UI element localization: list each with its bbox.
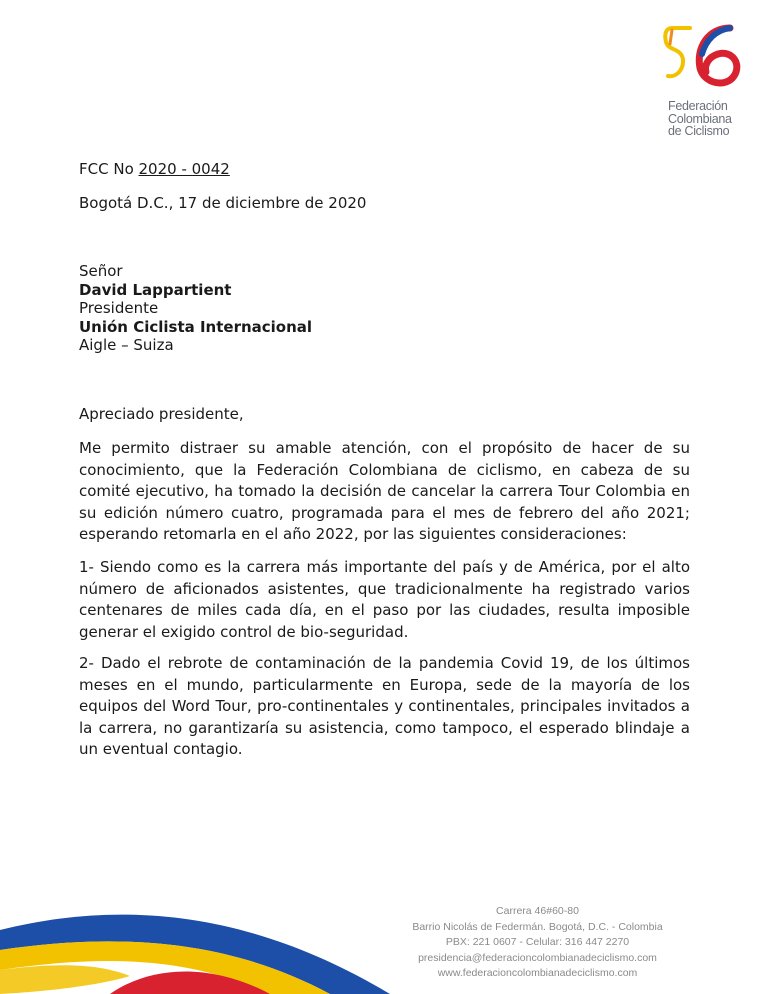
federation-emblem-icon bbox=[660, 22, 750, 102]
logo-wordmark bbox=[668, 100, 748, 138]
reference-number bbox=[79, 160, 230, 178]
logo-line-1: Federación bbox=[668, 99, 728, 113]
footer-contact bbox=[395, 904, 680, 982]
paragraph-intro: Me permito distraer su amable atención, con el propósito de hacer de su conocimiento, que la Federación Colombiana de ciclismo, en cabeza de su comité ejecutivo, ha tomado la decisión de cancelar la carrera Tour Colombia en su edición número cuatro, programada para el mes de febrero del año 2021; esperando retomarla en el año 2022, por las siguientes consideraciones: bbox=[79, 439, 690, 543]
footer-district: Barrio Nicolás de Federmán. Bogotá, D.C. - Colombia bbox=[412, 920, 663, 933]
letter-date: Bogotá D.C., 17 de diciembre de 2020 bbox=[79, 194, 367, 212]
footer-address: Carrera 46#60-80 bbox=[496, 905, 579, 917]
footer-swoosh-graphic bbox=[0, 880, 400, 994]
recipient-title: Presidente bbox=[79, 299, 159, 317]
recipient-organization: Unión Ciclista Internacional bbox=[79, 317, 313, 336]
greeting: Apreciado presidente, bbox=[79, 405, 244, 423]
footer-website: www.federacioncolombianadeciclismo.com bbox=[437, 967, 638, 980]
recipient-salutation: Señor bbox=[79, 262, 123, 280]
recipient-location: Aigle – Suiza bbox=[79, 336, 174, 354]
paragraph-consideration-1: 1- Siendo como es la carrera más importante del país y de América, por el alto número de aficionados asistentes, que tradicionalmente ha registrado varios centenares de miles cada día, en el paso por las ciudades, resulta imposible generar el exigido control de bio-seguridad. bbox=[79, 558, 690, 641]
logo-line-3: de Ciclismo bbox=[668, 124, 730, 138]
reference-prefix: FCC No bbox=[79, 160, 139, 178]
logo-line-2: Colombiana bbox=[668, 111, 732, 126]
footer-email: presidencia@federacioncolombianadeciclismo.com bbox=[418, 951, 657, 964]
reference-code: 2020 - 0042 bbox=[138, 160, 230, 178]
recipient-block bbox=[79, 262, 312, 355]
footer-phones: PBX: 221 0607 - Celular: 316 447 2270 bbox=[445, 936, 630, 949]
federation-logo bbox=[660, 22, 750, 142]
paragraph-consideration-2: 2- Dado el rebrote de contaminación de la pandemia Covid 19, de los últimos meses en el mundo, particularmente en Europa, sede de la mayoría de los equipos del Word Tour, pro-continentales y continentales, principales invitados a la carrera, no garantizaría su asistencia, como tampoco, el esperado blindaje a un eventual contagio. bbox=[79, 654, 690, 758]
recipient-name: David Lappartient bbox=[79, 280, 232, 299]
